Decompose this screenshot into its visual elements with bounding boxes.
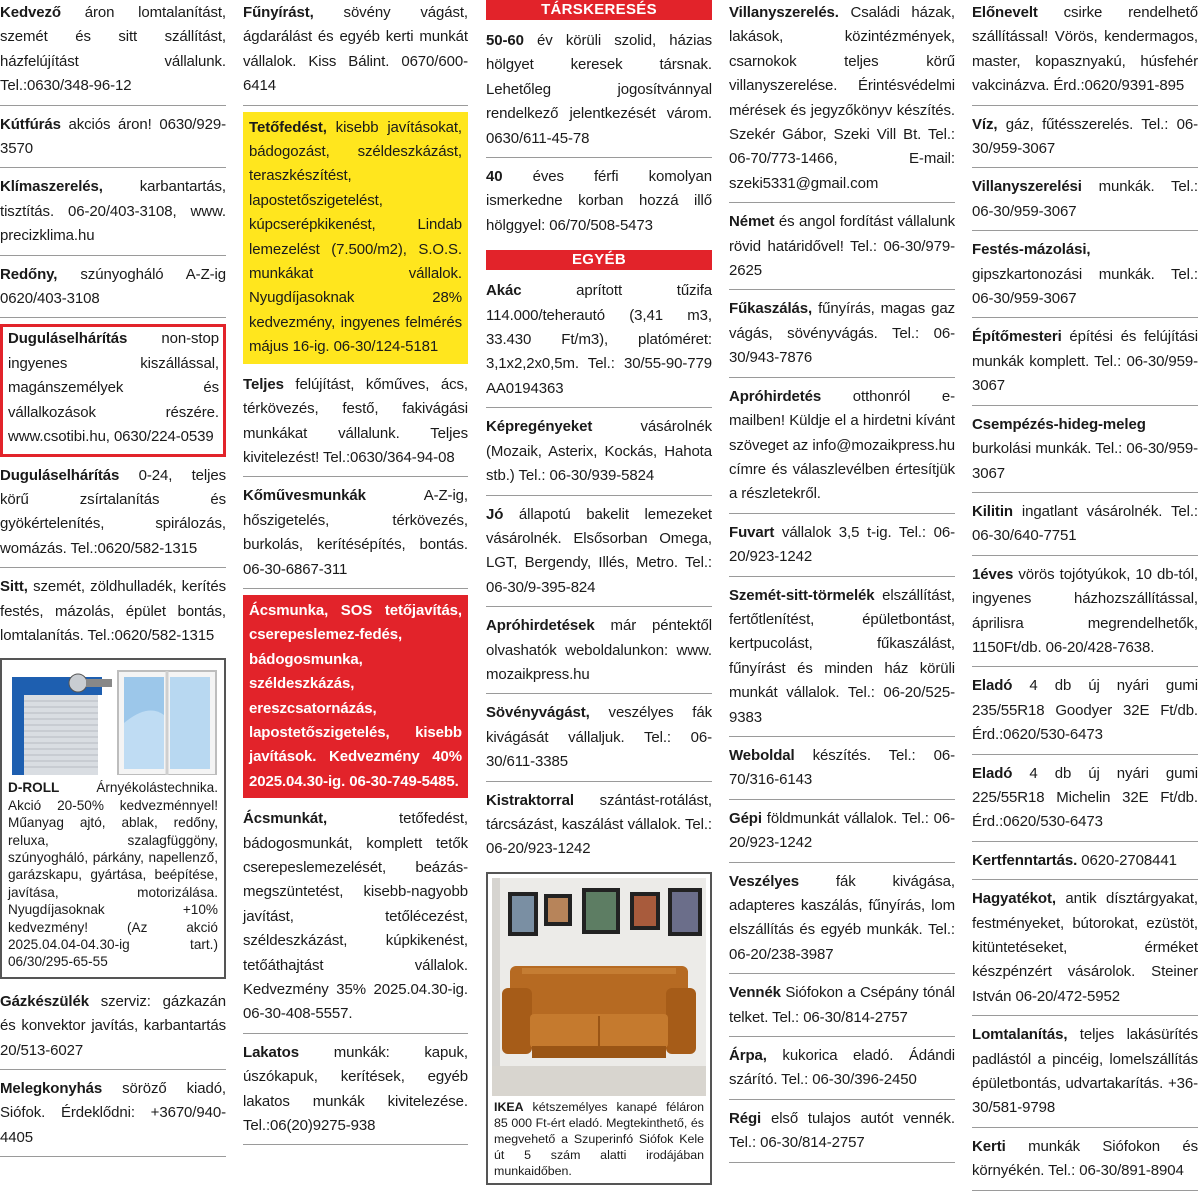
ad-fuvart: Fuvart vállalok 3,5 t-ig. Tel.: 06-20/923-1242 (729, 520, 955, 577)
ad-lomtalanitas: Lomtalanítás, teljes lakásürítés padlástól a pincéig, lomelszállítás épületbontás, udvartakarítás. +36-30/581-9798 (972, 1022, 1198, 1128)
section-header-egyeb: EGYÉB (486, 250, 712, 270)
ad-klimaszereles: Klímaszerelés, karbantartás, tisztítás. 06-20/403-3108, www. precizklima.hu (0, 174, 226, 255)
ad-kepregenyeket: Képregényeket vásárolnék (Mozaik, Asterix, Kockás, Hahota stb.) Tel.: 06-30/939-5824 (486, 414, 712, 495)
ad-komuvesmunkak: Kőművesmunkák A-Z-ig, hőszigetelés, térkövezés, burkolás, kerítésépítés, bontás. 06-30-6867-311 (243, 483, 468, 589)
ad-dugulaselharitas: Duguláselhárítás 0-24, teljes körű zsírtalanítás és gyökértelenítés, spirálozás, womázás. Tel.:0620/582-1315 (0, 463, 226, 569)
ad-elonevelt: Előnevelt csirke rendelhető szállítással! Vörös, kendermagos, master, kopasznyakú, húsfehér vakcinázva. Érd.:0620/9391-895 (972, 0, 1198, 106)
ad-aprohirdetesek: Apróhirdetések már péntektől olvashatók weboldalunkon: www. mozaikpress.hu (486, 613, 712, 694)
ad-kutfuras: Kútfúrás akciós áron! 0630/929-3570 (0, 112, 226, 169)
ad-veszelyes: Veszélyes fák kivágása, adapteres kaszálás, fűnyírás, lom elszállítás és egyéb munkák. Tel.: 06-20/238-3987 (729, 869, 955, 975)
ad-50-60: 50-60 év körüli szolid, házias hölgyet keresek társnak. Lehetőleg jogosítvánnyal rendelkező jelentkezését várom. 0630/611-45-78 (486, 28, 712, 158)
ad-villanyszerelesi: Villanyszerelési munkák. Tel.: 06-30/959-3067 (972, 174, 1198, 231)
ad-vennek: Vennék Siófokon a Csépány tónál telket. Tel.: 06-30/814-2757 (729, 980, 955, 1037)
ad-arpa: Árpa, kukorica eladó. Ádándi szárító. Tel.: 06-30/396-2450 (729, 1043, 955, 1100)
column-4 (729, 0, 955, 1169)
ad-regi: Régi első tulajos autót vennék. Tel.: 06-30/814-2757 (729, 1106, 955, 1163)
column-2 (243, 0, 468, 1151)
ad-1eves: 1éves vörös tojótyúkok, 10 db-tól, ingyenes házhozszállítással, áprilisra megrendelhetők, 1150Ft/db. 06-20/428-7638. (972, 562, 1198, 668)
droll-text: D-ROLL Árnyékolástechnika. Akció 20-50% kedvezménnyel! Műanyag ajtó, ablak, redőny, reluxa, szalagfüggöny, szúnyogháló, párkány, napellenző, garázskapu, gyártása, beépítése, javítása, motorizálása. Nyugdíjasoknak +10% kedvezmény! (Az akció 2025.04.04-04.30-ig tart.) 06/30/295-65-55 (8, 780, 218, 970)
ad-fukaszalas: Fűkaszálás, fűnyírás, magas gaz vágás, sövényvágás. Tel.: 06-30/943-7876 (729, 296, 955, 377)
ad-redony: Redőny, szúnyogháló A-Z-ig 0620/403-3108 (0, 262, 226, 319)
ad-elado-goodyear: Eladó 4 db új nyári gumi 235/55R18 Goodyer 32E Ft/db. Érd.:0620/530-6473 (972, 673, 1198, 754)
ad-teljes: Teljes felújítást, kőműves, ács, térkövezés, festő, fakivágási munkákat vállalunk. Teljes kivitelezést! Tel.:0630/364-94-08 (243, 372, 468, 478)
ad-gazkeszulek: Gázkészülék szerviz: gázkazán és konvektor javítás, karbantartás 20/513-6027 (0, 989, 226, 1070)
ad-epitomesteri: Építőmesteri építési és felújítási munkák komplett. Tel.: 06-30/959-3067 (972, 324, 1198, 405)
ad-elado-michelin: Eladó 4 db új nyári gumi 225/55R18 Michelin 32E Ft/db. Érd.:0620/530-6473 (972, 761, 1198, 842)
ad-acsmunka-red: Ácsmunka, SOS tetőjavítás, cserepeslemez-fedés, bádogosmunka, széldeszkázás, ereszcsatornázás, lapostetőszigetelés, kisebb javítások. Kedvezmény 40% 2025.04.30-ig. 06-30-749-5485. (243, 595, 468, 798)
droll-image (8, 663, 218, 775)
sofa-photo (492, 878, 706, 1096)
ad-40-eves: 40 éves férfi komolyan ismerkedne korban hozzá illő hölggyel: 06/70/508-5473 (486, 168, 712, 234)
ad-kertfenntartas: Kertfenntartás. 0620-2708441 (972, 848, 1198, 880)
ad-aprohirdetes: Apróhirdetés otthonról e-mailben! Küldje el a hirdetni kívánt szöveget az info@mozaikpress.hu címre és válaszlevélben értesítjük a részletekről. (729, 384, 955, 514)
ad-szemet-sitt: Szemét-sitt-törmelék elszállítást, fertőtlenítést, épületbontást, kertpucolást, fűkaszálást, fűnyírást és minden ház körüli munkát vállalok. Tel.: 06-20/525-9383 (729, 583, 955, 737)
ad-gepi: Gépi földmunkát vállalok. Tel.: 06-20/923-1242 (729, 806, 955, 863)
ad-kilitin: Kilitin ingatlant vásárolnék. Tel.: 06-30/640-7751 (972, 499, 1198, 556)
ad-kedvezo: Kedvező áron lomtalanítást, szemét és sitt szállítást, házfelújítást vállalunk. Tel.:0630/348-96-12 (0, 0, 226, 106)
sofa-illustration (492, 878, 706, 1096)
ad-akac: Akác aprított tűzifa 114.000/teherautó (3,41 m3, 33.430 Ft/m3), platóméret: 3,1x2,2x0,5m. Tel.: 30/55-90-779 AA0194363 (486, 278, 712, 408)
ad-nemet: Német és angol fordítást vállalunk rövid határidővel! Tel.: 06-30/979-2625 (729, 209, 955, 290)
column-3 (486, 0, 712, 1185)
ad-dugulaselharitas-boxed: Duguláselhárítás non-stop ingyenes kiszállással, magánszemélyek és vállalkozások részére. www.csotibi.hu, 0630/224-0539 (0, 324, 226, 456)
ad-csempezes: Csempézés-hideg-meleg burkolási munkák. Tel.: 06-30/959-3067 (972, 412, 1198, 493)
ad-melegkonyhas: Melegkonyhás söröző kiadó, Siófok. Érdeklődni: +3670/940-4405 (0, 1076, 226, 1157)
ad-weboldal: Weboldal készítés. Tel.: 06-70/316-6143 (729, 743, 955, 800)
ad-bakelit: Jó állapotú bakelit lemezeket vásárolnék. Elsősorban Omega, LGT, Bergendy, Illés, Metro. Tel.: 06-30/9-395-824 (486, 502, 712, 608)
ad-funyiras: Fűnyírást, sövény vágást, ágdarálást és egyéb kerti munkát vállalok. Kiss Bálint. 0670/600-6414 (243, 0, 468, 106)
ad-tetofedes-yellow: Tetőfedést, kisebb javításokat, bádogozást, széldeszkázást, teraszkészítést, lapostetőszigetelést, kúpcserépkikenést, Lindab lemezelést (7.500/m2), S.O.S. munkákat vállalok. Nyugdíjasoknak 28% kedvezmény, ingyenes felmérés május 16-ig. 06-30/124-5181 (243, 112, 468, 364)
ad-acsmunkat: Ácsmunkát, tetőfedést, bádogosmunkát, komplett tetők cserepeslemezelését, beázás-megszüntetést, kisebb-nagyobb javítást, tetőlécezést, széldeszkázást, kúpkikenést, tetőáthajtást vállalok. Kedvezmény 35% 2025.04.30-ig. 06-30-408-5557. (243, 806, 468, 1034)
ad-villanyszereles: Villanyszerelés. Családi házak, lakások, közintézmények, csarnokok teljes körű villanyszerelése. Érintésvédelmi mérések és jegyzőkönyv készítés. Szekér Gábor, Szeki Vill Bt. Tel.: 06-70/773-1466, E-mail: szeki5331@gmail.com (729, 0, 955, 203)
column-1 (0, 0, 226, 1163)
window-shutter-illustration (8, 663, 218, 775)
ikea-text: IKEA kétszemélyes kanapé féláron 85 000 Ft-ért eladó. Megtekinthető, és megvehető a Szuperinfó Siófok Kele út 5 szám alatti irodájában munkaidőben. (494, 1099, 704, 1178)
ad-festes: Festés-mázolási, gipszkartonozási munkák. Tel.: 06-30/959-3067 (972, 237, 1198, 318)
ad-kistraktor: Kistraktorral szántást-rotálást, tárcsázást, kaszálást vállalok. Tel.: 06-20/923-1242 (486, 791, 712, 858)
column-5 (972, 0, 1198, 1197)
ad-lakatos: Lakatos munkák: kapuk, úszókapuk, kerítések, egyéb lakatos munkák kivitelezése. Tel.:06(20)9275-938 (243, 1040, 468, 1146)
section-header-tarskereses: TÁRSKERESÉS (486, 0, 712, 20)
ad-sovenyvagas: Sövényvágást, veszélyes fák kivágását vállaljuk. Tel.: 06-30/611-3385 (486, 700, 712, 781)
ad-ikea-box (486, 872, 712, 1185)
ad-kerti: Kerti munkák Siófokon és környékén. Tel.: 06-30/891-8904 (972, 1134, 1198, 1191)
ad-viz: Víz, gáz, fűtésszerelés. Tel.: 06-30/959-3067 (972, 112, 1198, 169)
ad-droll-box (0, 658, 226, 978)
ad-hagyatekot: Hagyatékot, antik dísztárgyakat, festményeket, bútorokat, ezüstöt, kitüntetéseket, érméket készpénzért vásárolok. Steiner István 06-20/472-5952 (972, 886, 1198, 1016)
ad-sitt: Sitt, szemét, zöldhulladék, kerítés festés, mázolás, épület bontás, lomtalanítás. Tel.:0620/582-1315 (0, 578, 226, 644)
